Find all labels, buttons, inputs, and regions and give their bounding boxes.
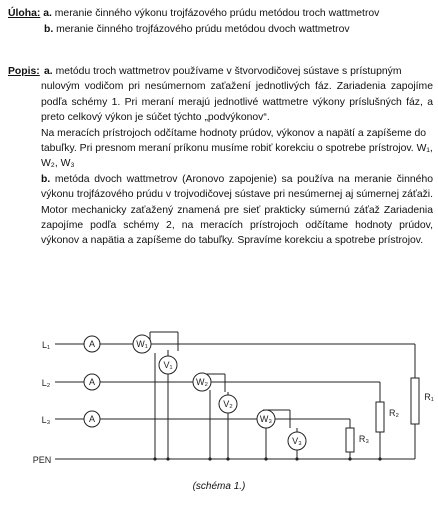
voltmeter-1-label: V₁	[163, 360, 173, 370]
wattmeter-2-label: W₂	[196, 377, 208, 387]
ammeter-3-label: A	[88, 414, 96, 424]
resistor-2-label: R₂	[389, 408, 399, 418]
description-first-line	[8, 64, 433, 79]
description-a-marker: a.	[44, 66, 53, 77]
line-label-l3: L₃	[41, 415, 51, 425]
wattmeter-3-label: W₃	[259, 414, 273, 424]
schematic-caption: (schéma 1.)	[192, 481, 246, 492]
task-a-text: meranie činného výkonu trojfázového prúdu metódou troch wattmetrov	[54, 8, 380, 19]
task-a-marker: a.	[43, 8, 52, 19]
voltmeter-2-label: V₂	[223, 399, 233, 409]
task-b-marker: b.	[44, 24, 54, 35]
description-body	[8, 79, 433, 248]
description-b	[41, 172, 433, 249]
task-section	[8, 6, 433, 38]
schematic-diagram	[0, 320, 438, 480]
resistor-3-label: R₃	[358, 434, 370, 444]
ammeter-1-label: A	[88, 339, 96, 349]
description-a-para2: Na meracích prístrojoch odčítame hodnoty prúdov, výkonov a napätí a zapíšeme do tabuľky. Pri presnom meraní príkonu musíme robiť korekciu o spotrebe prístrojov. W₁, W₂, W₃	[41, 127, 433, 170]
description-b-marker: b.	[41, 173, 51, 185]
resistor-1-label: R₁	[424, 392, 434, 402]
description-a-rest: nulovým vodičom pri nesúmernom zaťažení jednotlivých fáz. Zariadenia zapojíme podľa schémy 1. Pri meraní merajú jednotlivé wattmetre výkony príslušných fáz, a preto celkový výkon je súčet týchto „podvýkonov“.	[41, 81, 433, 124]
ammeter-2-label: A	[88, 377, 96, 387]
description-label: Popis:	[8, 66, 40, 77]
task-row-b	[8, 22, 433, 38]
description-b-text: metóda dvoch wattmetrov (Aronovo zapojenie) sa používa na meranie činného výkonu trojfázového prúdu v trojvodičovej sústave pri nesúmernej aj súmernej záťaži. Motor mechanicky zaťažený znamená pre sieť prakticky súmernú záťaž Zariadenia zapojíme podľa schémy 2, na meracích prístrojoch odčítame hodnoty prúdov, výkonov a napätia a zapíšeme do tabuľky. Spravíme korekciu a spotrebe prístrojov.	[41, 173, 433, 247]
task-label: Úloha:	[8, 8, 41, 19]
wattmeter-1-label: W₁	[136, 339, 148, 349]
task-row-a	[8, 6, 433, 22]
wattmeter-list: W₁, W₂, W₃	[41, 143, 433, 170]
task-b-text: meranie činného trojfázového prúdu metódou dvoch wattmetrov	[56, 24, 350, 35]
line-label-l1: L₁	[41, 340, 51, 350]
voltmeter-3-label: V₃	[292, 436, 302, 446]
description-a-line1: metódu troch wattmetrov používame v štvorvodičovej sústave s prístupným	[55, 66, 402, 77]
line-label-pen: PEN	[32, 455, 52, 465]
description-section	[8, 64, 433, 249]
line-label-l2: L₂	[41, 378, 51, 388]
